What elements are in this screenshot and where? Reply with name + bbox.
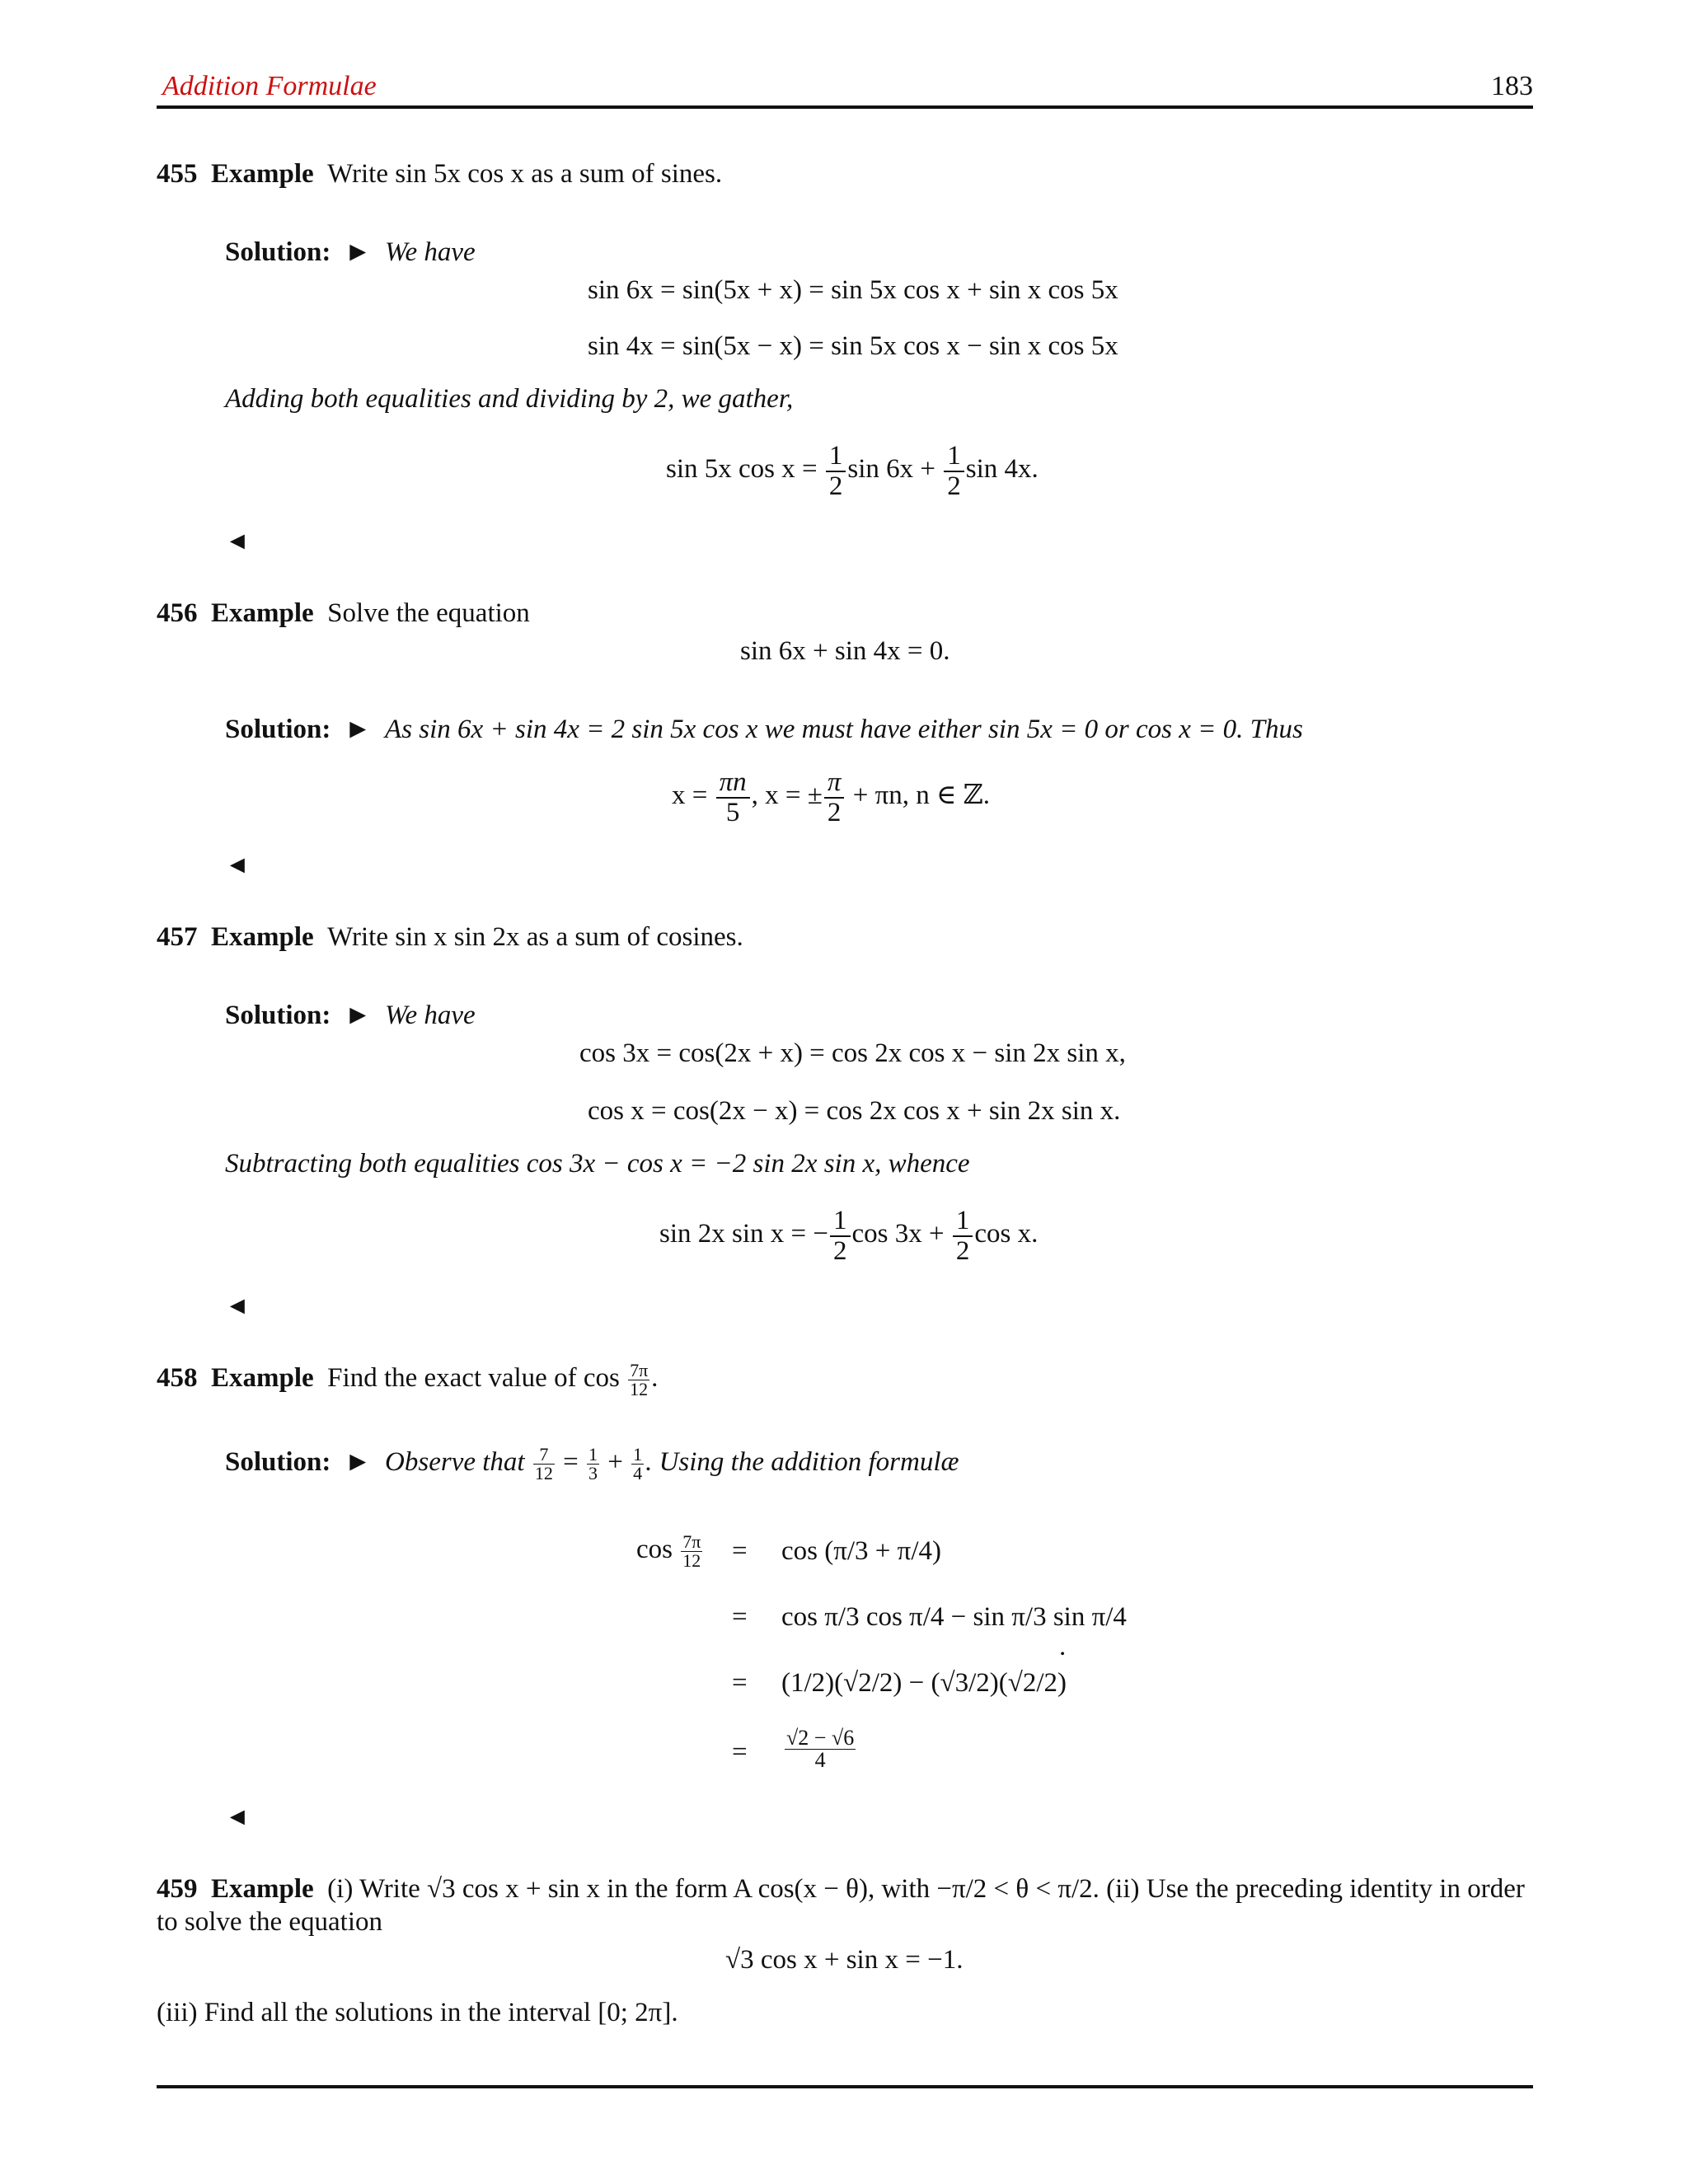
example-459-statement-line-3: (iii) Find all the solutions in the interval [0; 2π]. xyxy=(157,1998,678,2027)
example-459-heading: 459 Example (i) Write √3 cos x + sin x in the form A cos(x − θ), with −π/2 < θ < π/2. (ii) Use the preceding identity in order xyxy=(157,1874,1525,1904)
align-equals-1: = xyxy=(732,1536,748,1566)
example-458-lhs: cos $\frac{7\pi}{12}$ xyxy=(636,1531,701,1571)
example-457-equation-2: cos x = cos(2x − x) = cos 2x cos x + sin 2x sin x. xyxy=(588,1096,1121,1126)
example-457-heading: 457 Example Write sin x sin 2x as a sum of cosines. xyxy=(157,922,743,952)
example-458-dot: . xyxy=(1059,1632,1067,1661)
example-455-solution-intro: Solution: ► We have xyxy=(225,237,476,267)
example-455-equation-1: sin 6x = sin(5x + x) = sin 5x cos x + sin x cos 5x xyxy=(588,275,1118,305)
example-458-row-4: $\frac{√2 - √6}{4}$ xyxy=(786,1726,855,1772)
example-459-equation: √3 cos x + sin x = −1. xyxy=(725,1945,964,1975)
arrow-right-icon: ► xyxy=(344,237,372,267)
end-of-solution-456: ◄ xyxy=(225,851,250,879)
arrow-right-icon: ► xyxy=(344,715,372,744)
example-457-result: sin 2x sin x = − $\frac{1}{2}$ cos 3x + $\frac{1}{2}$ cos x. xyxy=(659,1206,1039,1266)
footer-rule xyxy=(157,2085,1533,2088)
arrow-right-icon: ► xyxy=(344,1447,372,1478)
header-rule xyxy=(157,105,1533,109)
arrow-right-icon: ► xyxy=(344,1001,372,1030)
example-455-equation-2: sin 4x = sin(5x − x) = sin 5x cos x − sin x cos 5x xyxy=(588,331,1118,361)
page-number: 183 xyxy=(1491,71,1533,101)
align-equals-2: = xyxy=(732,1602,748,1632)
end-of-solution-455: ◄ xyxy=(225,527,250,555)
example-455-result: sin 5x cos x = $\frac{1}{2}$ sin 6x + $\frac{1}{2}$ sin 4x. xyxy=(666,441,1039,501)
example-458-row-1: cos (π/3 + π/4) xyxy=(781,1536,941,1566)
example-458-row-3: (1/2)(√2/2) − (√3/2)(√2/2) xyxy=(781,1668,1067,1698)
example-456-equation: sin 6x + sin 4x = 0. xyxy=(740,636,950,666)
example-455-heading: 455 Example Write sin 5x cos x as a sum of sines. xyxy=(157,159,723,189)
example-458-heading: 458 Example Find the exact value of cos $\frac{7\pi}{12}$ . xyxy=(157,1360,659,1399)
example-458-solution-intro: Solution: ► Observe that $\frac{7}{12}$ = $\frac{1}{3}$ + $\frac{1}{4}$ . Using the addition formulæ xyxy=(225,1444,959,1483)
example-456-solution: Solution: ► As sin 6x + sin 4x = 2 sin 5x cos x we must have either sin 5x = 0 or cos x = 0. Thus xyxy=(225,715,1303,744)
example-459-statement-line-2: to solve the equation xyxy=(157,1907,383,1937)
example-458-row-2: cos π/3 cos π/4 − sin π/3 sin π/4 xyxy=(781,1602,1127,1632)
example-457-solution-intro: Solution: ► We have xyxy=(225,1001,476,1030)
example-455-text: Adding both equalities and dividing by 2, we gather, xyxy=(225,384,794,414)
example-457-equation-1: cos 3x = cos(2x + x) = cos 2x cos x − sin 2x sin x, xyxy=(579,1038,1126,1068)
align-equals-4: = xyxy=(732,1737,748,1767)
example-456-result: x = $\frac{\pi n}{5}$ , x = ± $\frac{\pi}{2}$ + πn, n ∈ ℤ. xyxy=(672,767,990,827)
align-equals-3: = xyxy=(732,1668,748,1698)
end-of-solution-457: ◄ xyxy=(225,1292,250,1319)
example-456-heading: 456 Example Solve the equation xyxy=(157,598,530,628)
running-header-title: Addition Formulae xyxy=(162,71,377,101)
example-457-text: Subtracting both equalities cos 3x − cos x = −2 sin 2x sin x, whence xyxy=(225,1149,970,1179)
end-of-solution-458: ◄ xyxy=(225,1803,250,1830)
